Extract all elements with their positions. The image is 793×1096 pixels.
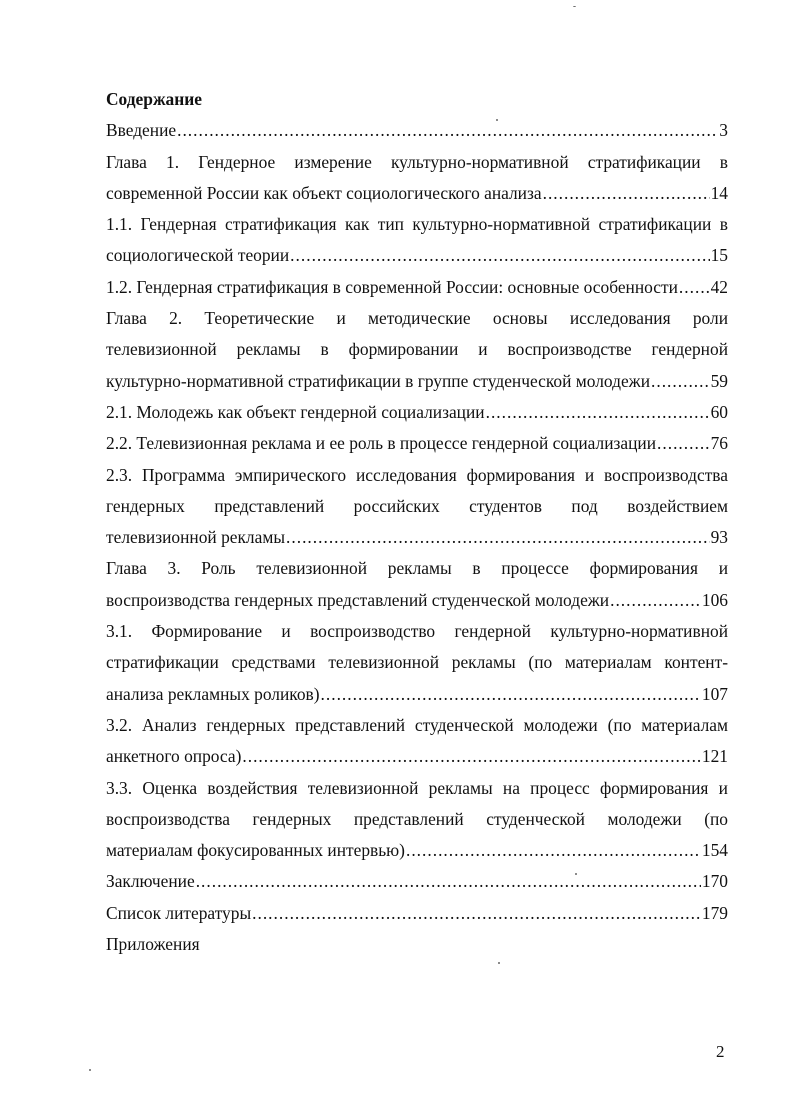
toc-entry[interactable]: [106, 741, 728, 772]
toc-entry-text: современной России как объект социологического анализа: [106, 182, 542, 203]
toc-entry-line: Глава 2. Теоретические и методические основы исследования роли: [106, 308, 728, 329]
toc-entry-text: Заключение: [106, 871, 195, 892]
toc-entry-line: телевизионной рекламы в формировании и воспроизводстве гендерной: [106, 339, 728, 360]
scan-speck: [573, 6, 576, 7]
toc-entry-text: Введение: [106, 120, 177, 141]
toc-entry-line: 3.1. Формирование и воспроизводство гендерной культурно-нормативной: [106, 621, 728, 642]
toc-entry-text: социологической теории: [106, 245, 290, 266]
scan-speck: [575, 873, 577, 875]
table-of-contents: [106, 84, 728, 960]
dot-leader: [679, 272, 710, 303]
toc-entry-text: материалам фокусированных интервью): [106, 840, 405, 861]
dot-leader: [406, 835, 701, 866]
toc-entry-text: телевизионной рекламы: [106, 527, 286, 548]
toc-page-number: 121: [701, 746, 728, 767]
toc-entry[interactable]: [106, 272, 728, 303]
toc-entry[interactable]: [106, 835, 728, 866]
toc-page-number: 170: [701, 871, 728, 892]
toc-page-number: 106: [701, 589, 728, 610]
dot-leader: [651, 366, 710, 397]
toc-page-number: 107: [701, 683, 728, 704]
dot-leader: [286, 522, 710, 553]
toc-entry[interactable]: [106, 397, 728, 428]
toc-entries: [106, 115, 728, 960]
page-number: 2: [716, 1042, 725, 1061]
toc-page-number: 15: [710, 245, 728, 266]
toc-entry-line: гендерных представлений российских студентов под воздействием: [106, 495, 728, 516]
toc-entry-text: 1.2. Гендерная стратификация в современной России: основные особенности: [106, 276, 678, 297]
dot-leader: [242, 741, 701, 772]
toc-entry-line: 3.3. Оценка воздействия телевизионной рекламы на процесс формирования и: [106, 777, 728, 798]
toc-entry[interactable]: [106, 679, 728, 710]
toc-page-number: 59: [710, 370, 728, 391]
toc-entry-line: 3.2. Анализ гендерных представлений студенческой молодежи (по материалам: [106, 714, 728, 735]
toc-entry[interactable]: [106, 898, 728, 929]
toc-page-number: 60: [710, 401, 728, 422]
toc-page-number: 179: [701, 902, 728, 923]
toc-entry[interactable]: [106, 428, 728, 459]
toc-entry-line: Глава 1. Гендерное измерение культурно-нормативной стратификации в: [106, 151, 728, 172]
scan-speck: [498, 962, 500, 964]
toc-entry[interactable]: Приложения: [106, 934, 200, 955]
scan-speck: [496, 119, 498, 121]
toc-entry-text: воспроизводства гендерных представлений студенческой молодежи: [106, 589, 610, 610]
dot-leader: [196, 866, 701, 897]
toc-entry[interactable]: [106, 240, 728, 271]
dot-leader: [177, 115, 718, 146]
toc-entry[interactable]: [106, 366, 728, 397]
toc-entry-text: 2.1. Молодежь как объект гендерной социализации: [106, 401, 485, 422]
toc-entry[interactable]: [106, 585, 728, 616]
toc-entry[interactable]: [106, 522, 728, 553]
toc-entry-text: 2.2. Телевизионная реклама и ее роль в процессе гендерной социализации: [106, 433, 657, 454]
toc-page-number: 14: [710, 182, 728, 203]
toc-entry-line: 1.1. Гендерная стратификация как тип культурно-нормативной стратификации в: [106, 214, 728, 235]
toc-page-number: 42: [710, 276, 728, 297]
toc-entry-line: 2.3. Программа эмпирического исследования формирования и воспроизводства: [106, 464, 728, 485]
toc-entry-text: Список литературы: [106, 902, 252, 923]
dot-leader: [321, 679, 701, 710]
dot-leader: [290, 240, 709, 271]
dot-leader: [610, 585, 701, 616]
dot-leader: [486, 397, 710, 428]
scan-speck: [89, 1069, 91, 1071]
toc-entry-text: культурно-нормативной стратификации в группе студенческой молодежи: [106, 370, 651, 391]
dot-leader: [543, 178, 710, 209]
toc-page-number: 154: [701, 840, 728, 861]
dot-leader: [657, 428, 710, 459]
toc-entry-text: анкетного опроса): [106, 746, 242, 767]
toc-entry[interactable]: [106, 866, 728, 897]
toc-entry[interactable]: [106, 178, 728, 209]
toc-entry-line: стратификации средствами телевизионной рекламы (по материалам контент-: [106, 652, 728, 673]
toc-page-number: 93: [710, 527, 728, 548]
toc-entry-line: Глава 3. Роль телевизионной рекламы в процессе формирования и: [106, 558, 728, 579]
toc-entry-text: анализа рекламных роликов): [106, 683, 320, 704]
toc-entry-line: воспроизводства гендерных представлений студенческой молодежи (по: [106, 808, 728, 829]
toc-title: Содержание: [106, 89, 203, 109]
toc-page-number: 76: [710, 433, 728, 454]
toc-entry[interactable]: [106, 115, 728, 146]
dot-leader: [252, 898, 701, 929]
toc-page-number: 3: [719, 120, 728, 141]
